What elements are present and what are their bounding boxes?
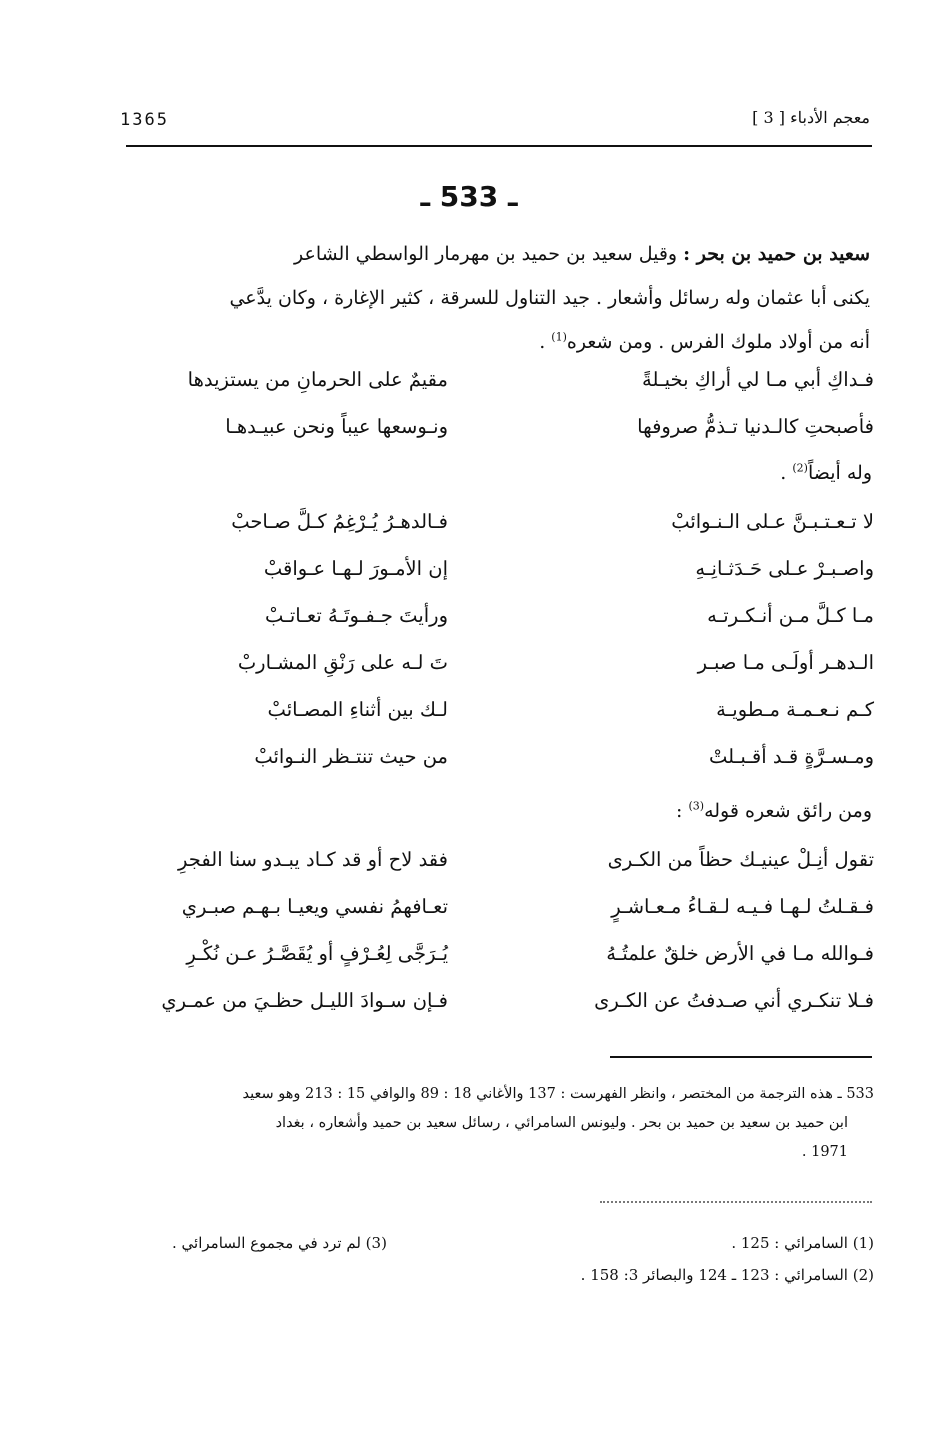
- bio-line-3: [118, 320, 870, 364]
- verse-second-hemistich: يُـرَجَّى لِعُـرْفٍ أو يُقَصَّـرُ عـن نُكْـرِ: [186, 942, 448, 965]
- verse-first-hemistich: فـداكِ أبي مـا لي أراكِ بخيـلةً: [642, 368, 874, 391]
- verse-first-hemistich: فـقـلتُ لـهـا فـيـه لـقـاءُ مـعـاشـرٍ: [611, 895, 874, 918]
- verse-first-hemistich: الـدهـر أولَـى مـا صبـر: [697, 651, 874, 674]
- bibliography-line-1: 533 ـ هذه الترجمة من المختصر ، وانظر الفهرست : 137 والأغاني 18 : 89 والوافي 15 : 213 وهو سعيد: [242, 1086, 874, 1102]
- intro-finest: [676, 800, 872, 822]
- verse-first-hemistich: كـم نـعـمـة مـطويـة: [716, 698, 874, 721]
- verse: [118, 895, 874, 942]
- bibliography-note: [118, 1080, 874, 1167]
- verse: [118, 651, 874, 698]
- verse: [118, 745, 874, 792]
- verse: [118, 989, 874, 1036]
- verse-first-hemistich: فـلا تنكـري أني صـدفتُ عن الكـرى: [594, 989, 874, 1012]
- entry-number: ـ 533 ـ: [420, 180, 518, 213]
- poem-1: [118, 368, 874, 462]
- verse-second-hemistich: ورأيتَ جـفـوتَـهُ تعـاتـبْ: [264, 604, 448, 627]
- verse-second-hemistich: فقد لاح أو قد كـاد يبـدو سنا الفجرِ: [178, 848, 448, 871]
- book-title: معجم الأدباء [ 3 ]: [752, 108, 870, 127]
- bio-line-2: يكنى أبا عثمان وله رسائل وأشعار . جيد التناول للسرقة ، كثير الإغارة ، وكان يدَّعي: [229, 287, 870, 309]
- verse: [118, 368, 874, 415]
- verse-first-hemistich: فأصبحتِ كالـدنيا تـذمُّ صروفها: [637, 415, 874, 438]
- verse: [118, 604, 874, 651]
- footnote-separator: [600, 1201, 872, 1203]
- verse-second-hemistich: مقيمٌ على الحرمانِ من يستزيدها: [187, 368, 448, 391]
- footnotes: [118, 1230, 874, 1294]
- intro-finest-end: :: [676, 800, 683, 822]
- footnote-ref-3: (3): [688, 799, 705, 813]
- biography-paragraph: [118, 232, 870, 364]
- verse-second-hemistich: من حيث تنتـظر النـوائبْ: [254, 745, 448, 768]
- bio-line-3-text: أنه من أولاد ملوك الفرس . ومن شعره: [566, 331, 870, 353]
- footnote-ref-1: (1): [551, 330, 567, 344]
- verse-first-hemistich: لا تـعـتـبـنَّ عـلى الـنـوائبْ: [671, 510, 874, 533]
- header-rule: [126, 145, 872, 147]
- verse-first-hemistich: مـا كـلَّ مـن أنـكـرتـه: [707, 604, 874, 627]
- verse-second-hemistich: تعـافهمُ نفسي ويعيـا بـهـم صبـري: [181, 895, 448, 918]
- poem-3: [118, 848, 874, 1036]
- bio-line-3-end: .: [539, 331, 546, 353]
- intro-finest-text: ومن رائق شعره قوله: [704, 800, 872, 822]
- footnote-2: (2) السامرائي : 123 ـ 124 والبصائر 3: 158 .: [580, 1266, 874, 1284]
- poem-2: [118, 510, 874, 792]
- intro-also-text: وله أيضاً: [807, 462, 872, 484]
- verse: [118, 848, 874, 895]
- intro-also-end: .: [780, 462, 787, 484]
- verse: [118, 510, 874, 557]
- verse-first-hemistich: ومـسـرَّةٍ قـد أقـبـلتْ: [709, 745, 874, 768]
- footnote-1: (1) السامرائي : 125 .: [731, 1234, 874, 1252]
- running-head: [120, 106, 870, 136]
- verse: [118, 557, 874, 604]
- verse-first-hemistich: فـوالله مـا في الأرض خلقٌ علمتُـهُ: [606, 942, 874, 965]
- verse-second-hemistich: تَ لـه على رَنْقِ المشـاربْ: [237, 651, 448, 674]
- page-number: 1365: [120, 110, 169, 130]
- verse: [118, 415, 874, 462]
- bio-line-1: [118, 232, 870, 276]
- verse-second-hemistich: إن الأمـورَ لـهـا عـواقبْ: [263, 557, 448, 580]
- subject-name: سعيد بن حميد بن بحر :: [683, 243, 870, 265]
- intro-also: [780, 462, 872, 484]
- verse-first-hemistich: واصـبـرْ عـلى حَـدَثـانِـهِ: [695, 557, 874, 580]
- verse: [118, 698, 874, 745]
- verse-second-hemistich: فـالدهـرُ يُـرْغِمُ كـلَّ صـاحبْ: [231, 510, 448, 533]
- footnote-rule: [610, 1056, 872, 1058]
- footnote-ref-2: (2): [792, 461, 808, 475]
- bibliography-line-3: 1971 .: [801, 1144, 848, 1160]
- bio-line-1-text: وقيل سعيد بن حميد بن مهرمار الواسطي الشاعر: [294, 243, 678, 265]
- verse-first-hemistich: تقول أنِـلْ عينيـك حظاً من الكـرى: [607, 848, 874, 871]
- verse-second-hemistich: ونـوسعها عيباً ونحن عبيـدهـا: [225, 415, 448, 438]
- verse: [118, 942, 874, 989]
- bibliography-line-2: ابن حميد بن سعيد بن حميد بن بحر . وليونس السامرائي ، رسائل سعيد بن حميد وأشعاره ، بغداد: [275, 1115, 848, 1131]
- verse-second-hemistich: لـك بين أثناءِ المصـائبْ: [267, 698, 448, 721]
- verse-second-hemistich: فـإن سـوادَ الليـل حظـيَ من عمـري: [161, 989, 448, 1012]
- footnote-3: (3) لم ترد في مجموع السامرائي .: [172, 1234, 387, 1252]
